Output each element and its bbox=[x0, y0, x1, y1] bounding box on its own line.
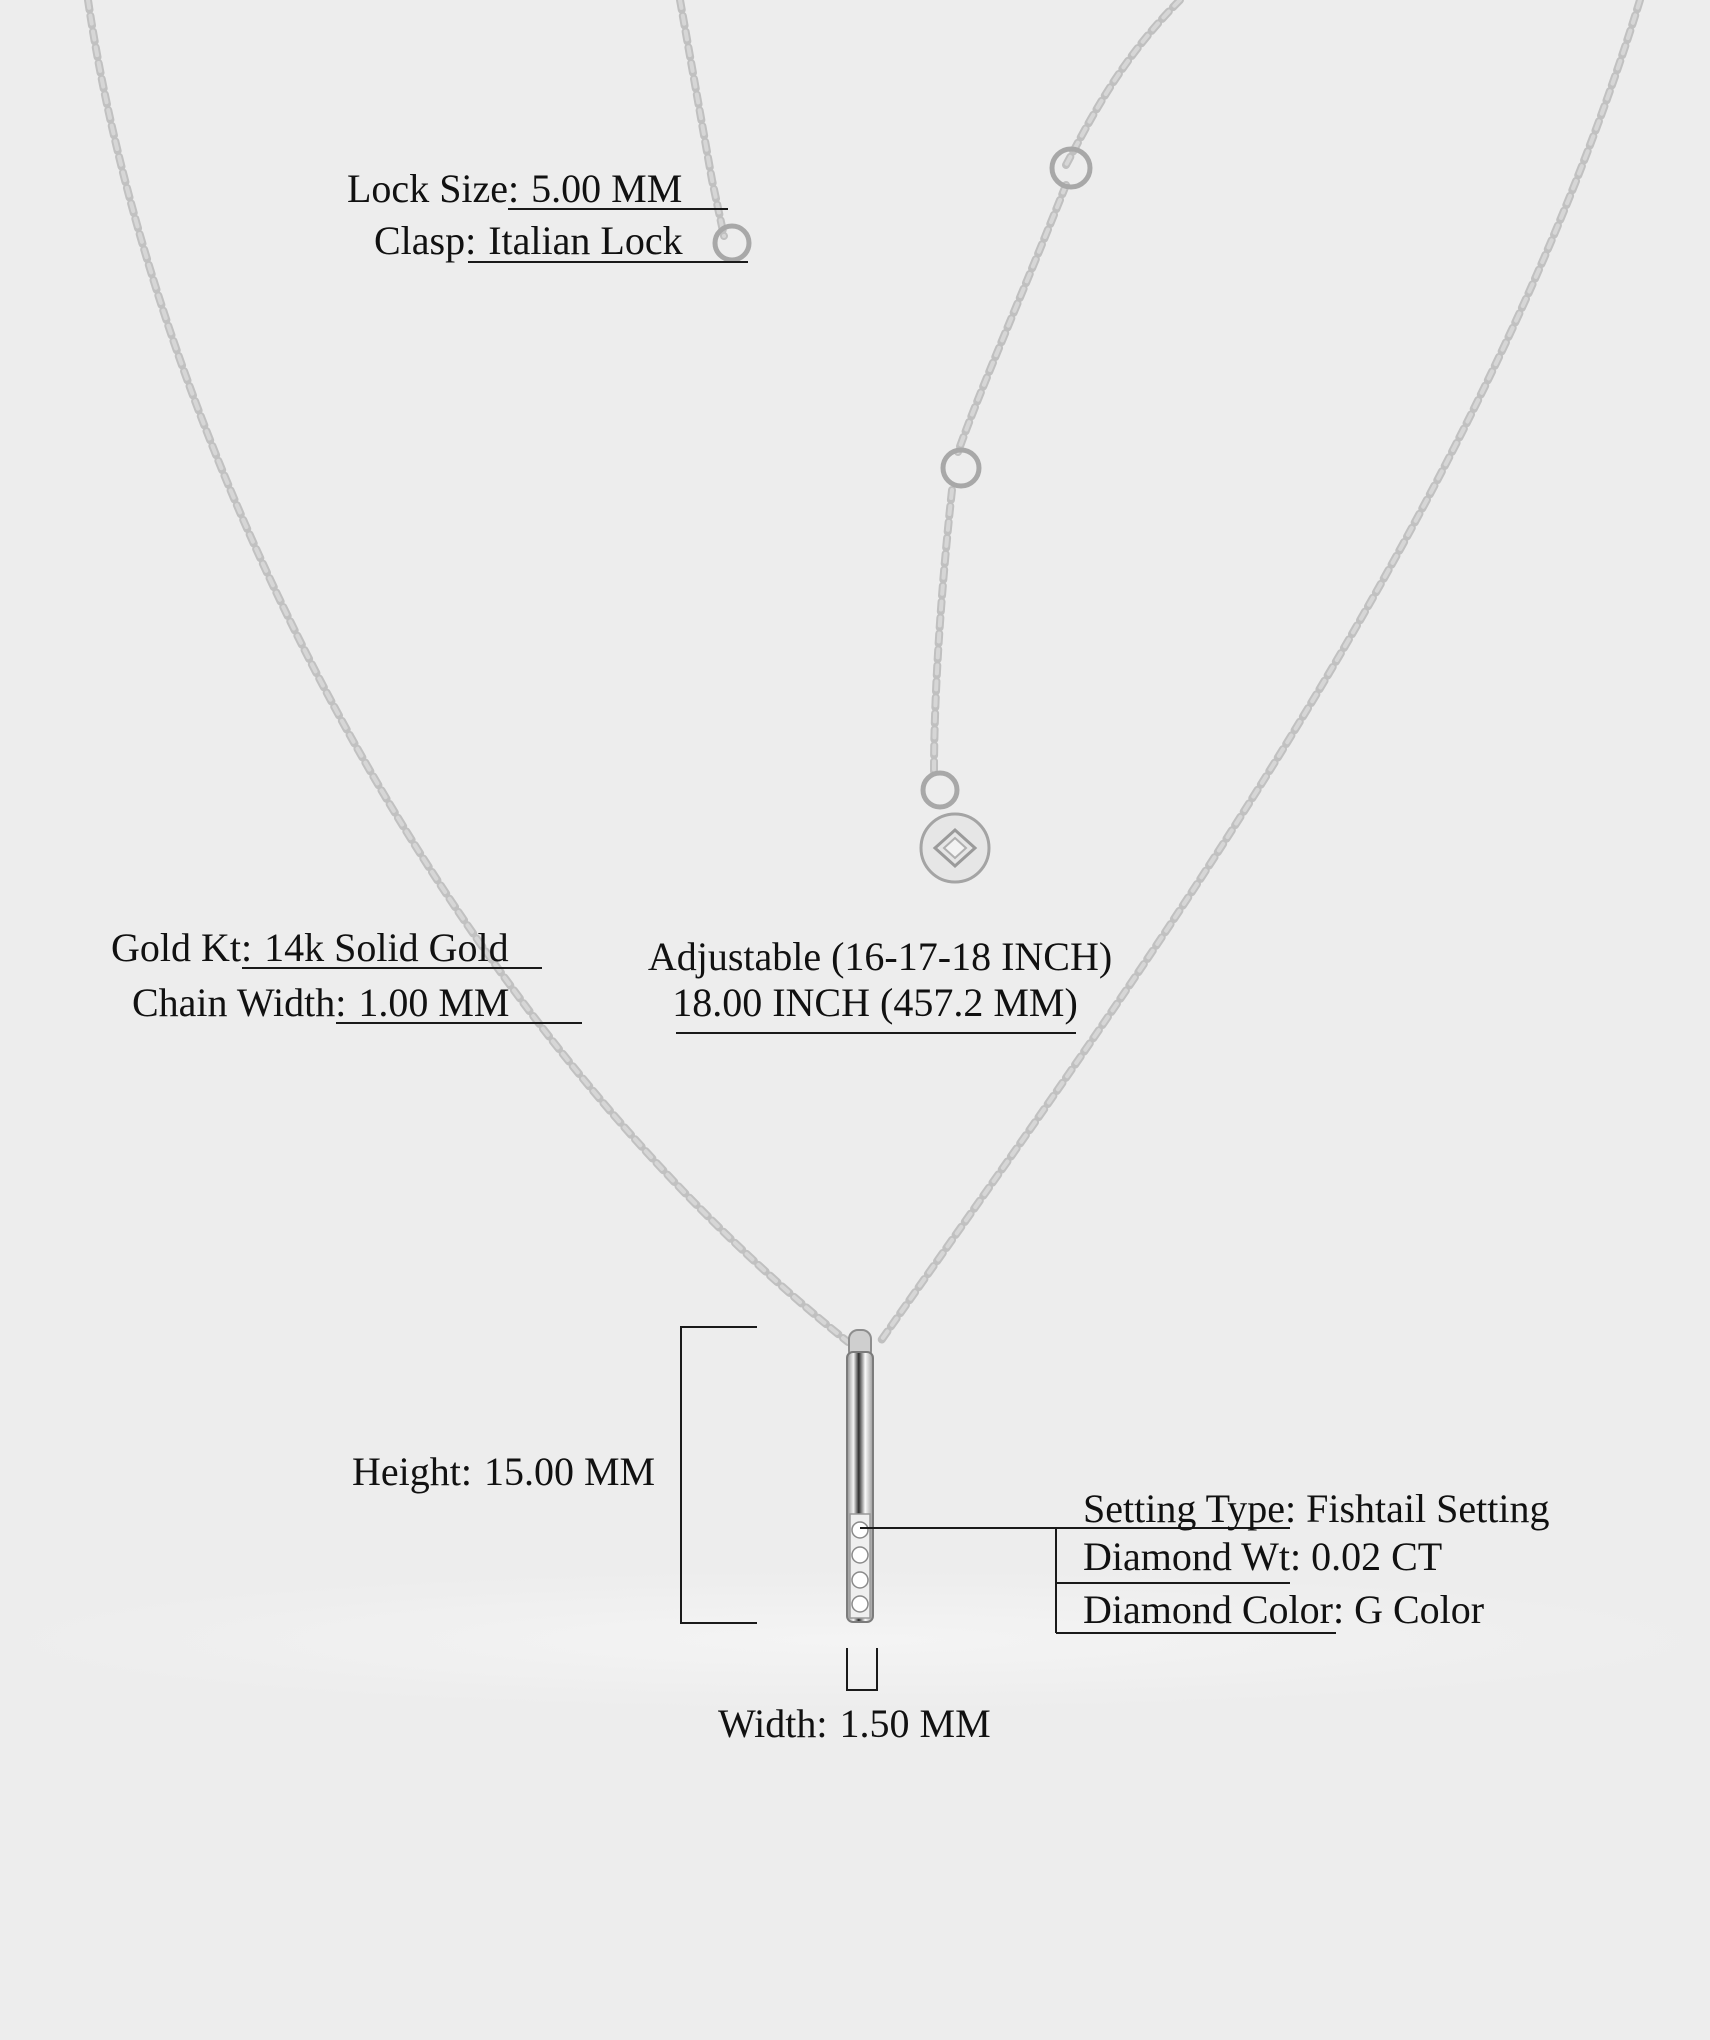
height-key: Height: bbox=[352, 1449, 472, 1494]
clasp-ring bbox=[715, 226, 749, 260]
logo-tag bbox=[921, 814, 989, 882]
setting-type-value: Fishtail Setting bbox=[1306, 1486, 1550, 1531]
width-key: Width: bbox=[718, 1701, 828, 1746]
height-value: 15.00 MM bbox=[483, 1449, 656, 1494]
gold-kt-key: Gold Kt: bbox=[111, 925, 253, 970]
chain-width-label bbox=[132, 980, 509, 1026]
lock-size-value: 5.00 MM bbox=[531, 166, 683, 211]
lock-size-label bbox=[347, 166, 682, 212]
width-value: 1.50 MM bbox=[839, 1701, 991, 1746]
gold-kt-value: 14k Solid Gold bbox=[264, 925, 509, 970]
chain bbox=[88, 0, 1640, 1342]
gold-kt-label bbox=[111, 925, 509, 971]
lock-size-key: Lock Size: bbox=[347, 166, 520, 211]
chain-width-key: Chain Width: bbox=[132, 980, 347, 1025]
diamond-color-label bbox=[1083, 1587, 1484, 1633]
setting-type-key: Setting Type: bbox=[1083, 1486, 1297, 1531]
height-label bbox=[352, 1449, 655, 1495]
length-label: 18.00 INCH (457.2 MM) bbox=[672, 980, 1078, 1025]
diamond-color-value: G Color bbox=[1354, 1587, 1485, 1632]
extender-ring-3 bbox=[923, 773, 957, 807]
chain-width-value: 1.00 MM bbox=[358, 980, 510, 1025]
clasp-key: Clasp: bbox=[374, 218, 477, 263]
width-label bbox=[718, 1701, 991, 1747]
adjustable-label: Adjustable (16-17-18 INCH) bbox=[647, 934, 1113, 979]
clasp-label bbox=[374, 218, 683, 264]
diamond-wt-label bbox=[1083, 1534, 1442, 1580]
extender-ring-2 bbox=[943, 450, 979, 486]
clasp-value: Italian Lock bbox=[488, 218, 683, 263]
jump-rings bbox=[715, 149, 1090, 807]
bar-pendant bbox=[847, 1330, 873, 1622]
diamond-wt-value: 0.02 CT bbox=[1311, 1534, 1443, 1579]
diamond-wt-key: Diamond Wt: bbox=[1083, 1534, 1302, 1579]
setting-type-label bbox=[1083, 1486, 1549, 1532]
diamonds bbox=[850, 1514, 870, 1618]
diamond-color-key: Diamond Color: bbox=[1083, 1587, 1345, 1632]
